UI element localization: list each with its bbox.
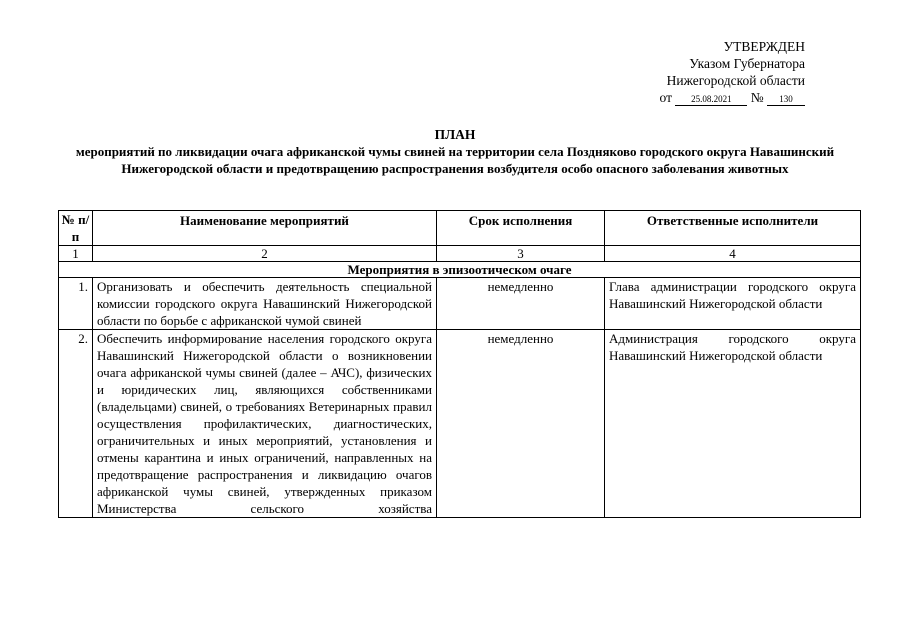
approval-stamp bbox=[585, 38, 805, 106]
number-label: № bbox=[750, 90, 764, 105]
approval-authority: Указом Губернатора bbox=[689, 56, 805, 71]
section-row bbox=[59, 262, 861, 278]
plan-table bbox=[58, 210, 861, 518]
row-responsible: Глава администрации городского округа Навашинский Нижегородской области bbox=[605, 278, 861, 330]
row-responsible: Администрация городского округа Навашинский Нижегородской области bbox=[605, 330, 861, 518]
index-cell: 3 bbox=[437, 246, 605, 262]
index-cell: 2 bbox=[93, 246, 437, 262]
row-deadline: немедленно bbox=[437, 330, 605, 518]
table-row bbox=[59, 330, 861, 518]
row-activity: Обеспечить информирование населения городского округа Навашинский Нижегородской области о возникновении очага африканской чумы свиней (далее – АЧС), физических и юридических лиц, являющихся собственниками (владельцами) свиней, о требованиях Ветеринарных правил осуществления профилактических, диагностических, ограничительных и иных мероприятий, установления и отмены карантина и иных ограничений, направленных на предотвращение распространения и ликвидацию очагов африканской чумы свиней, утвержденных приказом Министерства сельского хозяйства bbox=[93, 330, 437, 518]
approval-date: 25.08.2021 bbox=[675, 94, 747, 106]
index-cell: 4 bbox=[605, 246, 861, 262]
approval-date-row bbox=[585, 89, 805, 106]
plan-heading: ПЛАН bbox=[434, 127, 476, 142]
plan-subtitle: мероприятий по ликвидации очага африканской чумы свиней на территории села Поздняково городского округа Навашинский Нижегородской области и предотвращению распространения возбудителя особо опасного заболевания животных bbox=[75, 144, 835, 176]
header-term: Срок исполнения bbox=[437, 211, 605, 246]
header-row bbox=[59, 211, 861, 246]
approval-region: Нижегородской области bbox=[666, 73, 805, 88]
row-activity: Организовать и обеспечить деятельность специальной комиссии городского округа Навашинский Нижегородской области по борьбе с африканской чумой свиней bbox=[93, 278, 437, 330]
approval-title: УТВЕРЖДЕН bbox=[723, 39, 805, 54]
header-num: № п/п bbox=[59, 211, 93, 246]
row-deadline: немедленно bbox=[437, 278, 605, 330]
table-row bbox=[59, 278, 861, 330]
document-title bbox=[58, 126, 852, 177]
header-name: Наименование мероприятий bbox=[93, 211, 437, 246]
section-title: Мероприятия в эпизоотическом очаге bbox=[59, 262, 861, 278]
from-label: от bbox=[659, 90, 672, 105]
index-cell: 1 bbox=[59, 246, 93, 262]
approval-number: 130 bbox=[767, 94, 805, 106]
header-resp: Ответственные исполнители bbox=[605, 211, 861, 246]
row-number: 2. bbox=[59, 330, 93, 518]
index-row bbox=[59, 246, 861, 262]
row-number: 1. bbox=[59, 278, 93, 330]
